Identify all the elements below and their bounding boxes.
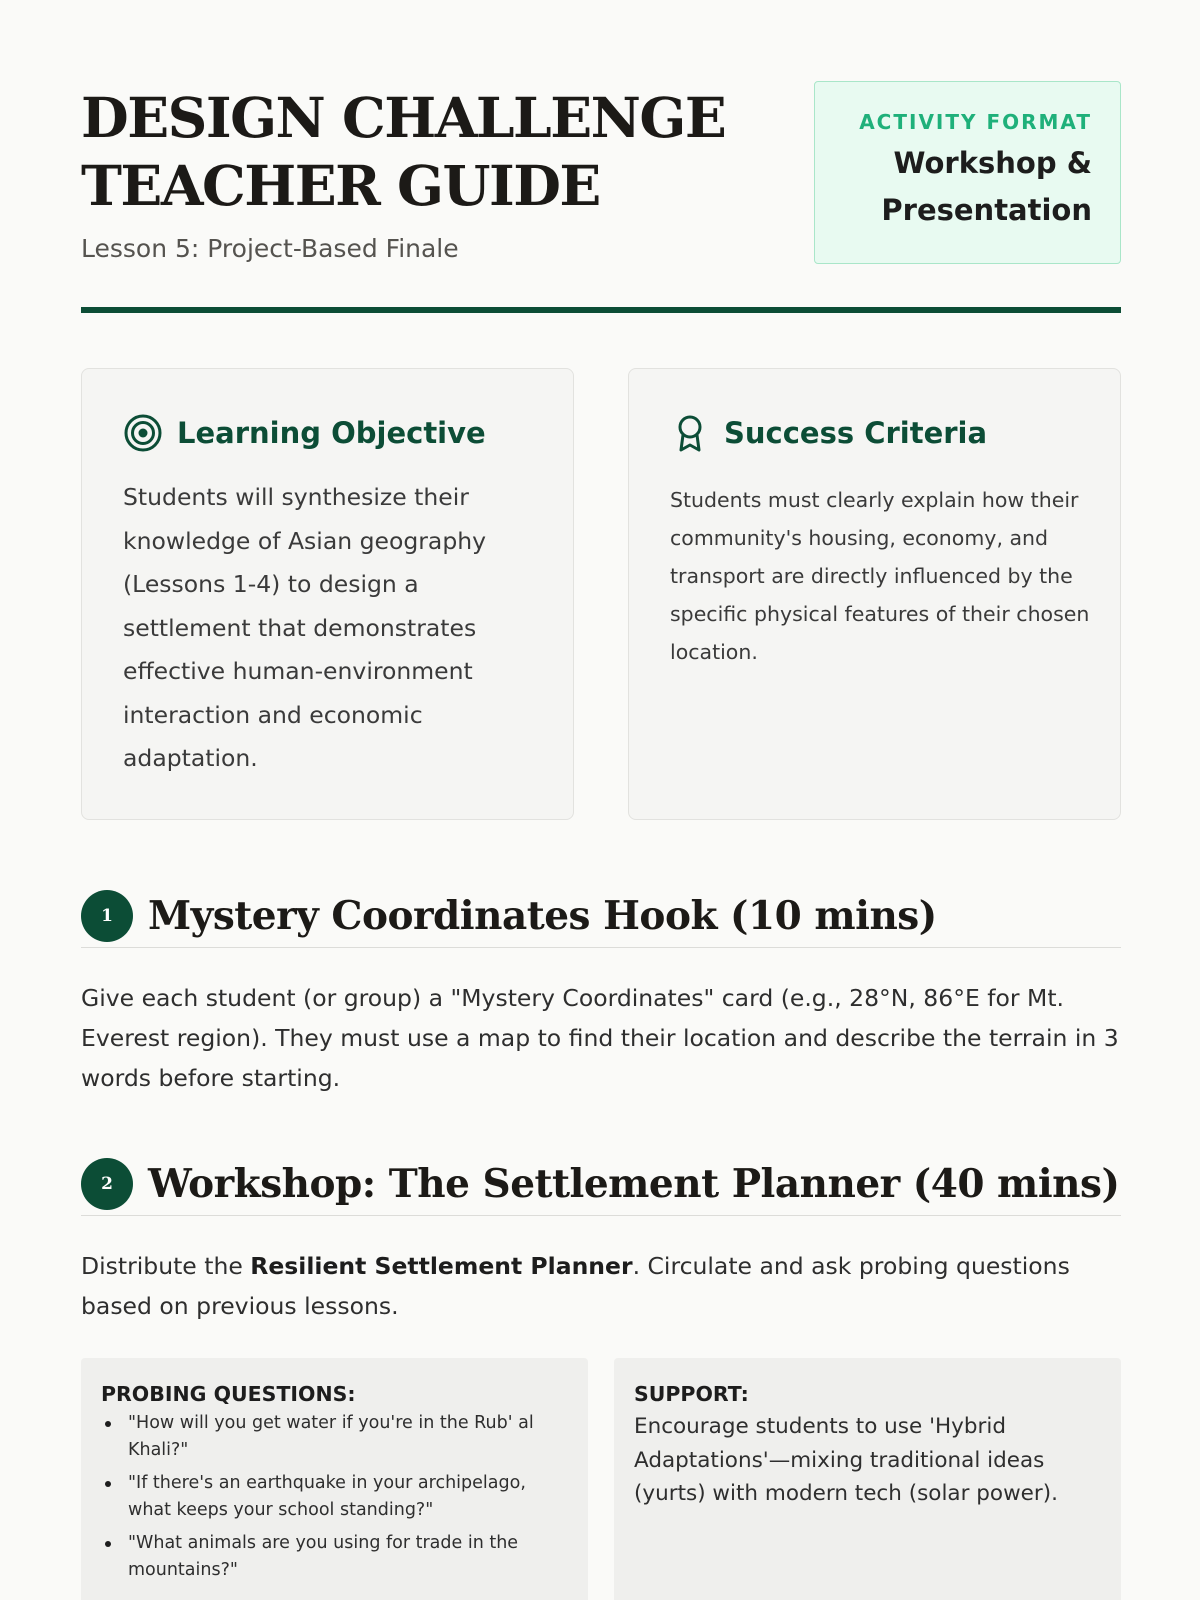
step-number-badge: 1 [81,890,133,942]
section-settlement-planner [81,1152,1121,1326]
title-line-1: DESIGN CHALLENGE [81,85,726,150]
success-criteria-title: Success Criteria [724,416,988,450]
section-text: Give each student (or group) a "Mystery Coordinates" card (e.g., 28°N, 86°E for Mt. Everest region). They must use a map to find their location and describe the terrain in 3 words before starting. [81,984,1119,1092]
section-header [81,884,1121,948]
page-subtitle: Lesson 5: Project-Based Finale [81,234,459,263]
learning-objective-card [81,368,574,820]
support-panel [614,1358,1121,1600]
learning-objective-title: Learning Objective [177,416,486,450]
list-item: "How will you get water if you're in the Rub' al Khali?" [101,1410,568,1464]
support-label: SUPPORT: [634,1382,749,1406]
section-mystery-coordinates [81,884,1121,1098]
text-after: . Circulate and ask probing questions based on previous lessons. [81,1252,1070,1320]
support-text: Encourage students to use 'Hybrid Adaptations'—mixing traditional ideas (yurts) with modern tech (solar power). [634,1414,1058,1506]
planner-name: Resilient Settlement Planner [250,1252,633,1280]
success-criteria-header [670,413,987,453]
probing-questions-panel [81,1358,588,1600]
success-criteria-text: Students must clearly explain how their community's housing, economy, and transport are directly influenced by the specific physical features of their chosen location. [670,488,1090,664]
list-item: "What animals are you using for trade in the mountains?" [101,1530,568,1584]
step-number-badge: 2 [81,1158,133,1210]
learning-objective-header [123,413,486,453]
activity-format-value [815,140,1092,234]
section-title: Mystery Coordinates Hook (10 mins) [148,892,937,939]
section-title: Workshop: The Settlement Planner (40 mins) [148,1160,1120,1207]
target-icon [123,413,163,453]
title-line-2: TEACHER GUIDE [81,153,600,218]
list-item: "If there's an earthquake in your archipelago, what keeps your school standing?" [101,1470,568,1524]
section-text [81,1246,1121,1326]
page-header [81,84,1121,314]
header-divider [81,307,1121,313]
text-before: Distribute the [81,1252,251,1280]
probing-questions-label: PROBING QUESTIONS: [101,1382,356,1406]
section-header [81,1152,1121,1216]
award-ribbon-icon [670,413,710,453]
activity-format-label: ACTIVITY FORMAT [859,110,1092,134]
learning-objective-text: Students will synthesize their knowledge of Asian geography (Lessons 1-4) to design a settlement that demonstrates effective human-environment interaction and economic adaptation. [123,483,487,772]
activity-format-box [814,81,1121,264]
probing-questions-list [101,1410,568,1584]
success-criteria-card [628,368,1121,820]
format-value-line-1: Workshop & [893,146,1092,180]
format-value-line-2: Presentation [881,193,1092,227]
